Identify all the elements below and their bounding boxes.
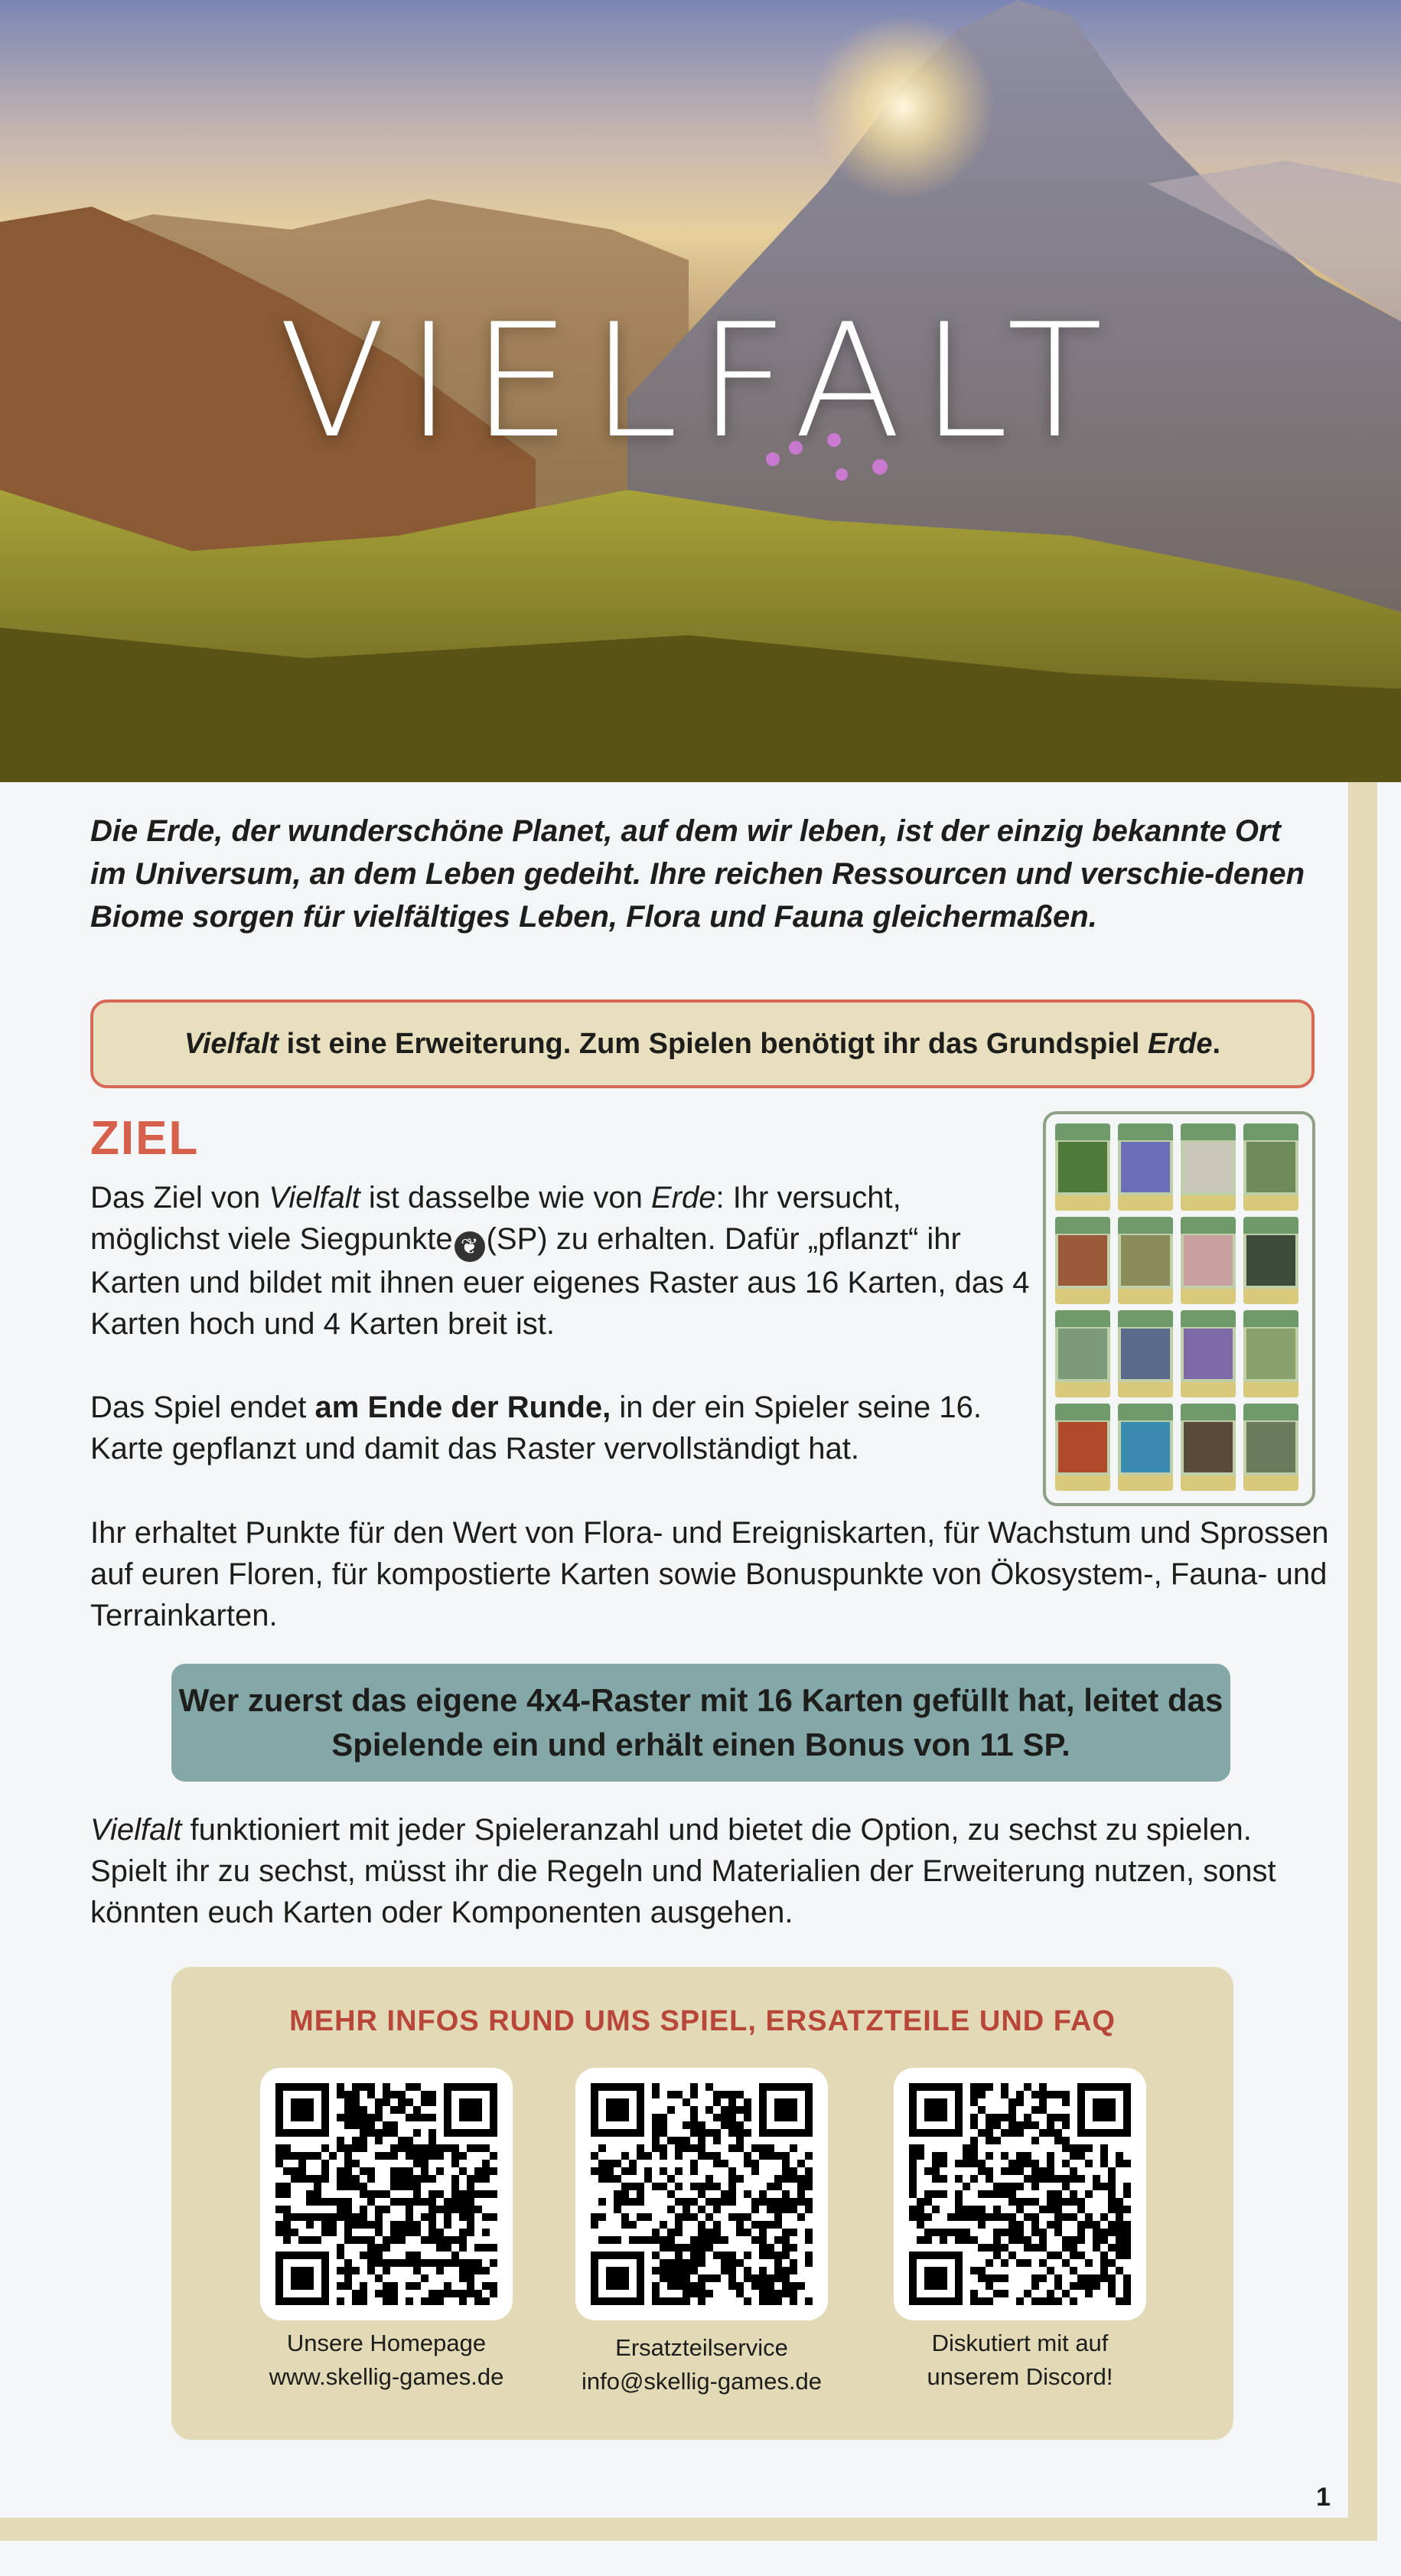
card-thumbnail bbox=[1118, 1310, 1173, 1397]
card-thumbnail bbox=[1181, 1404, 1236, 1491]
qr-code-spare-parts[interactable] bbox=[575, 2068, 828, 2320]
card-thumbnail bbox=[1243, 1404, 1298, 1491]
qr-label-spare-parts: Ersatzteilservice info@skellig-games.de bbox=[541, 2331, 862, 2398]
section-title-goal: ZIEL bbox=[90, 1112, 200, 1165]
end-game-highlight: Wer zuerst das eigene 4x4-Raster mit 16 Karten gefüllt hat, leitet das Spielende ein und erhält einen Bonus von 11 SP. bbox=[171, 1664, 1230, 1782]
card-thumbnail bbox=[1243, 1310, 1298, 1397]
qr-label-homepage: Unsere Homepage www.skellig-games.de bbox=[226, 2327, 547, 2394]
goal-paragraph-1: Das Ziel von Vielfalt ist dasselbe wie von Erde: Ihr versucht, möglichst viele Siegpunkte ❦ (SP) zu erhalten. Dafür „pflanzt“ ihr Karten und bildet mit ihnen euer eigenes Raster aus 16 Karten, das 4 Karten hoch und 4 Karten breit ist. bbox=[90, 1181, 1030, 1341]
page-border-right bbox=[1348, 782, 1377, 2527]
qr-code-discord[interactable] bbox=[894, 2068, 1146, 2320]
notice-base-game: Erde bbox=[1148, 1027, 1213, 1060]
page-border-bottom bbox=[0, 2518, 1377, 2541]
qr-label-discord: Diskutiert mit auf unserem Discord! bbox=[927, 2330, 1113, 2390]
card-thumbnail bbox=[1055, 1404, 1110, 1491]
info-box bbox=[171, 1967, 1233, 2440]
card-thumbnail bbox=[1243, 1217, 1298, 1304]
qr-code-homepage[interactable] bbox=[260, 2068, 513, 2320]
notice-text: ist eine Erweiterung. Zum Spielen benötigt ihr das Grundspiel bbox=[279, 1027, 1148, 1060]
page-title: VIELFALT bbox=[279, 291, 1122, 473]
goal-paragraph-3: Ihr erhaltet Punkte für den Wert von Flora- und Ereigniskarten, für Wachstum und Sprossen auf euren Floren, für kompostierte Karten sowie Bonuspunkte von Ökosystem-, Fauna- und Terrainkarten. bbox=[90, 1516, 1329, 1632]
card-thumbnail bbox=[1181, 1123, 1236, 1211]
player-count-paragraph: Vielfalt funktioniert mit jeder Spieleranzahl und bietet die Option, zu sechst zu spielen. Spielt ihr zu sechst, müsst ihr die Regeln und Materialien der Erweiterung nutzen, sonst könnten euch Karten oder Komponenten ausgehen. bbox=[90, 1813, 1276, 1929]
hero-image bbox=[0, 0, 1401, 782]
card-thumbnail bbox=[1055, 1310, 1110, 1397]
notice-game-title: Vielfalt bbox=[184, 1027, 279, 1060]
card-grid-illustration bbox=[1043, 1111, 1315, 1506]
info-title: MEHR INFOS RUND UMS SPIEL, ERSATZTEILE UND FAQ bbox=[289, 2005, 1116, 2037]
card-thumbnail bbox=[1055, 1217, 1110, 1304]
leaf-icon: ❦ bbox=[455, 1231, 485, 1262]
expansion-notice: Vielfalt ist eine Erweiterung. Zum Spielen benötigt ihr das Grundspiel Erde. bbox=[90, 999, 1315, 1088]
qr-code-icon bbox=[591, 2083, 813, 2305]
qr-code-icon bbox=[909, 2083, 1131, 2305]
card-thumbnail bbox=[1181, 1310, 1236, 1397]
page-number: 1 bbox=[1316, 2483, 1331, 2512]
goal-paragraph-2: Das Spiel endet am Ende der Runde, in der ein Spieler seine 16. Karte gepflanzt und damit das Raster vervollständigt hat. bbox=[90, 1391, 982, 1466]
card-thumbnail bbox=[1118, 1404, 1173, 1491]
intro-text: Die Erde, der wunderschöne Planet, auf dem wir leben, ist der einzig bekannte Ort im Universum, an dem Leben gedeiht. Ihre reichen Ressourcen und verschie-denen Biome sorgen für vielfältiges Leben, Flora und Fauna gleichermaßen. bbox=[90, 814, 1305, 934]
card-thumbnail bbox=[1118, 1123, 1173, 1211]
homepage-link[interactable]: www.skellig-games.de bbox=[269, 2363, 504, 2390]
card-thumbnail bbox=[1181, 1217, 1236, 1304]
qr-code-icon bbox=[275, 2083, 497, 2305]
card-thumbnail bbox=[1243, 1123, 1298, 1211]
card-thumbnail bbox=[1118, 1217, 1173, 1304]
card-thumbnail bbox=[1055, 1123, 1110, 1211]
email-link[interactable]: info@skellig-games.de bbox=[581, 2368, 823, 2395]
